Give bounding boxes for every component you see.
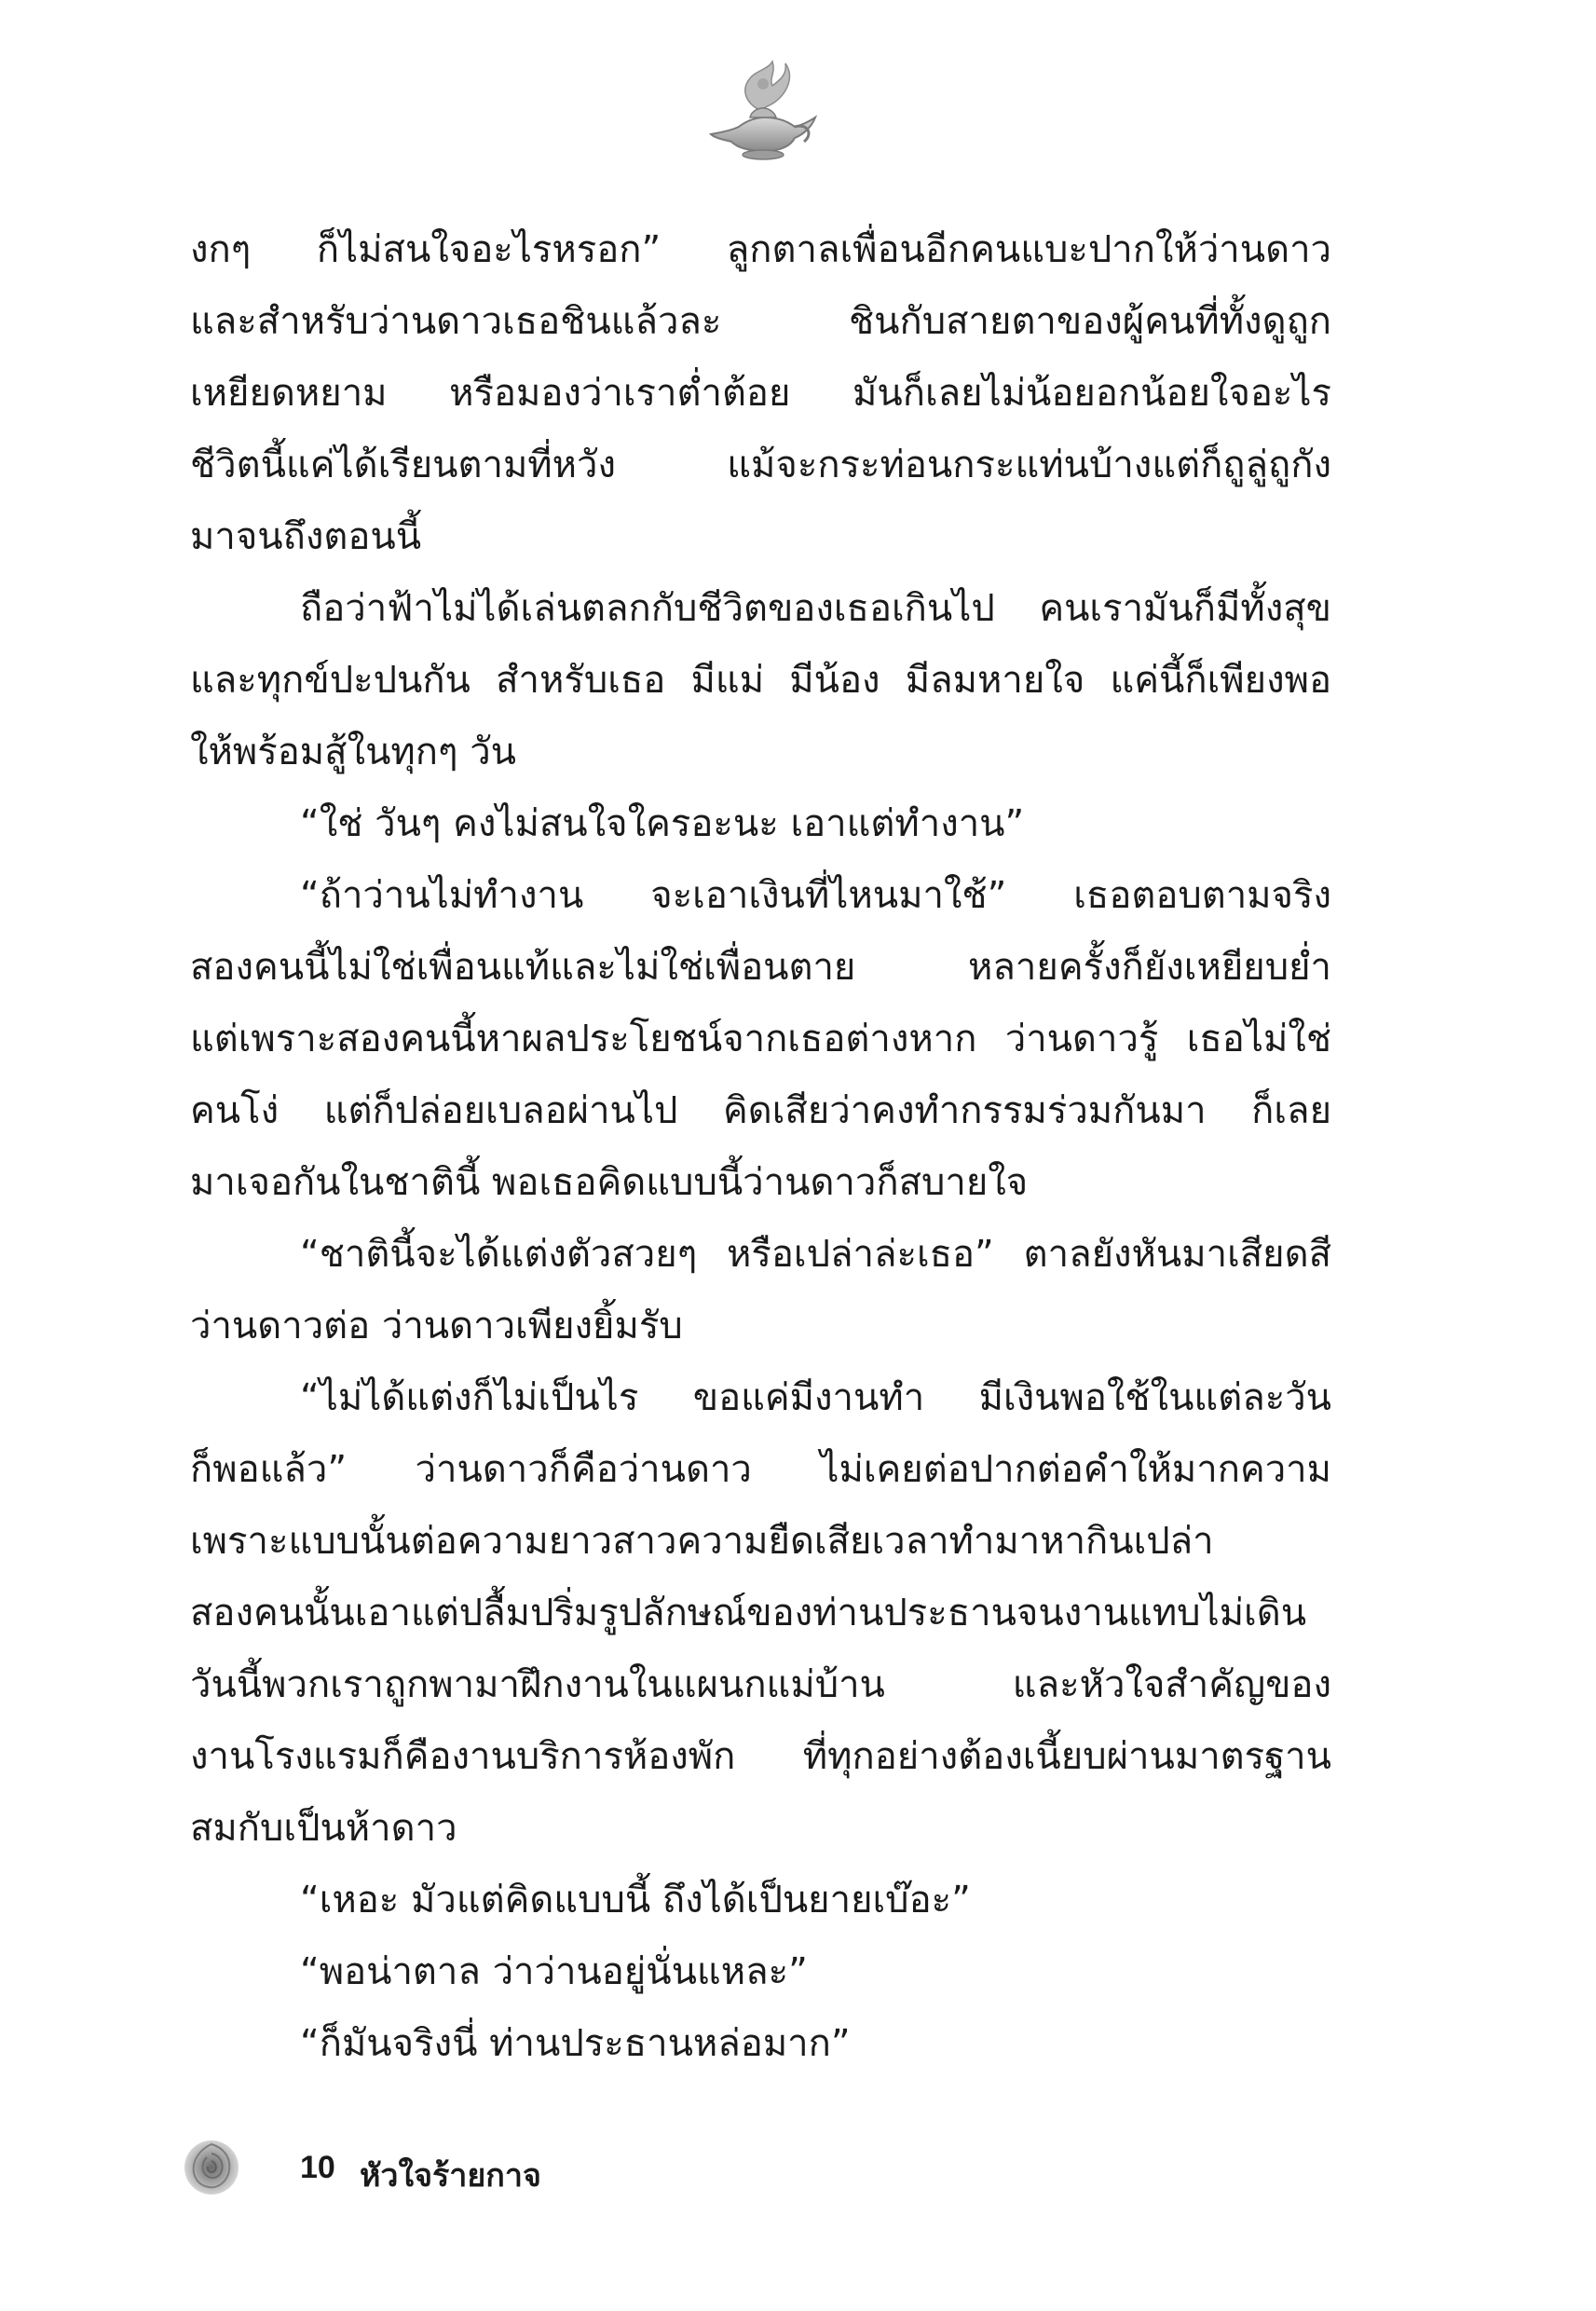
text-line: วันนี้พวกเราถูกพามาฝึกงานในแผนกแม่บ้าน และหัวใจสำคัญของ [190, 1663, 1331, 1706]
text-line: “ชาตินี้จะได้แต่งตัวสวยๆ หรือเปล่าล่ะเธอ” ตาลยังหันมาเสียดสี [300, 1233, 1331, 1276]
body-text [190, 214, 1331, 2080]
text-line: “ก็มันจริงนี่ ท่านประธานหล่อมาก” [300, 2022, 851, 2065]
text-line: “ถ้าว่านไม่ทำงาน จะเอาเงินที่ไหนมาใช้” เธอตอบตามจริง [300, 874, 1331, 917]
text-line: งานโรงแรมก็คืองานบริการห้องพัก ที่ทุกอย่างต้องเนี้ยบผ่านมาตรฐาน [190, 1735, 1331, 1778]
text-line: ถือว่าฟ้าไม่ได้เล่นตลกกับชีวิตของเธอเกินไป คนเรามันก็มีทั้งสุข [300, 587, 1331, 630]
text-line: และสำหรับว่านดาวเธอชินแล้วละ ชินกับสายตาของผู้คนที่ทั้งดูถูก [190, 300, 1331, 343]
page-number: 10 [300, 2150, 335, 2185]
text-line: มาเจอกันในชาตินี้ พอเธอคิดแบบนี้ว่านดาวก็สบายใจ [190, 1161, 1029, 1204]
text-line: ชีวิตนี้แค่ได้เรียนตามที่หวัง แม้จะกระท่อนกระแท่นบ้างแต่ก็ถูลู่ถูกัง [190, 444, 1331, 486]
text-line: และทุกข์ปะปนกัน สำหรับเธอ มีแม่ มีน้อง มีลมหายใจ แค่นี้ก็เพียงพอ [190, 659, 1331, 702]
genie-lamp-icon [694, 56, 825, 168]
text-line: แต่เพราะสองคนนี้หาผลประโยชน์จากเธอต่างหาก ว่านดาวรู้ เธอไม่ใช่ [190, 1018, 1331, 1060]
rose-icon [183, 2139, 240, 2196]
text-line: “ใช่ วันๆ คงไม่สนใจใครอะนะ เอาแต่ทำงาน” [300, 802, 1025, 845]
text-line: “ไม่ได้แต่งก็ไม่เป็นไร ขอแค่มีงานทำ มีเงินพอใช้ในแต่ละวัน [300, 1376, 1331, 1419]
text-line: เหยียดหยาม หรือมองว่าเราต่ำต้อย มันก็เลยไม่น้อยอกน้อยใจอะไร [190, 372, 1331, 415]
text-line: เพราะแบบนั้นต่อความยาวสาวความยืดเสียเวลาทำมาหากินเปล่า [190, 1520, 1214, 1563]
text-line: ก็พอแล้ว” ว่านดาวก็คือว่านดาว ไม่เคยต่อปากต่อคำให้มากความ [190, 1448, 1331, 1491]
text-line: คนโง่ แต่ก็ปล่อยเบลอผ่านไป คิดเสียว่าคงทำกรรมร่วมกันมา ก็เลย [190, 1089, 1331, 1132]
text-line: “เหอะ มัวแต่คิดแบบนี้ ถึงได้เป็นยายเบ๊อะ” [300, 1879, 971, 1921]
text-line: สมกับเป็นห้าดาว [190, 1807, 457, 1850]
text-line: มาจนถึงตอนนี้ [190, 515, 422, 558]
book-title: หัวใจร้ายกาจ [360, 2157, 541, 2195]
text-line: งกๆ ก็ไม่สนใจอะไรหรอก” ลูกตาลเพื่อนอีกคนแบะปากให้ว่านดาว [190, 228, 1331, 271]
text-line: สองคนนั้นเอาแต่ปลื้มปริ่มรูปลักษณ์ของท่านประธานจนงานแทบไม่เดิน [190, 1592, 1307, 1634]
text-line: สองคนนี้ไม่ใช่เพื่อนแท้และไม่ใช่เพื่อนตาย หลายครั้งก็ยังเหยียบย่ำ [190, 946, 1331, 989]
text-line: “พอน่าตาล ว่าว่านอยู่นั่นแหละ” [300, 1950, 808, 1993]
text-line: ว่านดาวต่อ ว่านดาวเพียงยิ้มรับ [190, 1305, 683, 1347]
text-line: ให้พร้อมสู้ในทุกๆ วัน [190, 731, 517, 773]
